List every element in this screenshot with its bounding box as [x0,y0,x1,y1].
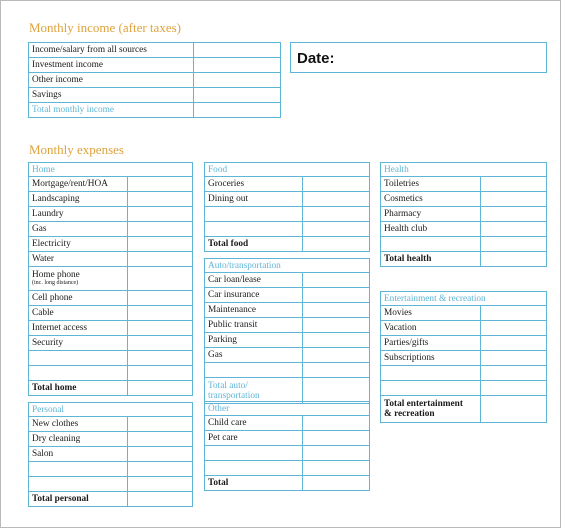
home-row-label [29,351,128,366]
entertainment-row-value[interactable] [481,336,547,351]
home-row-value[interactable] [128,237,193,252]
personal-header: Personal [29,403,193,417]
personal-row-value[interactable] [128,417,193,432]
home-row-value[interactable] [128,291,193,306]
auto-row-value[interactable] [303,303,370,318]
food-row-value[interactable] [303,222,370,237]
auto-row-label: Public transit [205,318,303,333]
auto-row-value[interactable] [303,273,370,288]
home-row-label: Landscaping [29,192,128,207]
auto-row-label: Parking [205,333,303,348]
home-row-label: Laundry [29,207,128,222]
entertainment-row-label: Parties/gifts [381,336,481,351]
food-header: Food [205,163,370,177]
health-row-label: Pharmacy [381,207,481,222]
health-row-value[interactable] [481,222,547,237]
home-row-value[interactable] [128,351,193,366]
food-row-label: Groceries [205,177,303,192]
income-row-value[interactable] [194,58,281,73]
other-row-label [205,446,303,461]
home-row-value[interactable] [128,321,193,336]
home-row-value[interactable] [128,177,193,192]
income-total-label: Total monthly income [29,103,194,118]
home-header: Home [29,163,193,177]
personal-row-value[interactable] [128,462,193,477]
health-row-label [381,237,481,252]
auto-row-label [205,363,303,378]
entertainment-total-line1: Total entertainment [384,399,463,409]
entertainment-row-label [381,381,481,396]
auto-row-label: Maintenance [205,303,303,318]
entertainment-row-label: Vacation [381,321,481,336]
entertainment-row-value[interactable] [481,366,547,381]
income-row-label: Income/salary from all sources [29,43,194,58]
home-row-label: Gas [29,222,128,237]
food-row-label [205,222,303,237]
home-table [28,162,193,396]
entertainment-header: Entertainment & recreation [381,292,547,306]
expenses-section-title: Monthly expenses [29,142,124,157]
entertainment-total-label [381,396,481,423]
auto-row-value[interactable] [303,363,370,378]
home-row-value[interactable] [128,336,193,351]
health-row-label: Toiletries [381,177,481,192]
home-row-label: Home phone [32,270,80,280]
entertainment-row-value[interactable] [481,381,547,396]
personal-row-value[interactable] [128,477,193,492]
personal-row-label [29,462,128,477]
income-row-label: Savings [29,88,194,103]
home-row-value[interactable] [128,366,193,381]
date-box[interactable] [290,42,547,73]
other-total-label: Total [205,476,303,491]
income-row-label: Investment income [29,58,194,73]
home-row-value[interactable] [128,222,193,237]
personal-row-label: Salon [29,447,128,462]
health-total-label: Total health [381,252,481,267]
home-row-label [29,366,128,381]
entertainment-total-line2: & recreation [384,409,435,419]
entertainment-table [380,291,547,423]
auto-row-value[interactable] [303,348,370,363]
health-table [380,162,547,267]
health-header: Health [381,163,547,177]
auto-row-label: Car loan/lease [205,273,303,288]
home-phone-note: (inc. long distance) [32,280,79,286]
home-row-label: Internet access [29,321,128,336]
entertainment-total-value[interactable] [481,396,547,423]
home-row-value[interactable] [128,192,193,207]
personal-row-label: New clothes [29,417,128,432]
auto-total-line2: transportation [208,390,260,401]
income-row-value[interactable] [194,43,281,58]
personal-table [28,402,193,507]
home-total-label: Total home [29,381,128,396]
food-total-value[interactable] [303,237,370,252]
home-row-label: Security [29,336,128,351]
date-label: Date: [297,50,335,67]
food-total-label: Total food [205,237,303,252]
other-total-value[interactable] [303,476,370,491]
auto-row-label: Car insurance [205,288,303,303]
health-row-label: Health club [381,222,481,237]
personal-total-label: Total personal [29,492,128,507]
food-row-label: Dining out [205,192,303,207]
auto-table [204,258,370,404]
personal-row-value[interactable] [128,432,193,447]
home-row-value[interactable] [128,207,193,222]
income-section-title: Monthly income (after taxes) [29,20,181,35]
entertainment-row-label: Movies [381,306,481,321]
food-row-value[interactable] [303,207,370,222]
other-row-value[interactable] [303,416,370,431]
entertainment-row-value[interactable] [481,306,547,321]
auto-total-line1: Total auto/ [208,380,248,391]
other-header: Other [205,402,370,416]
auto-header: Auto/transportation [205,259,370,273]
home-row-label: Cable [29,306,128,321]
health-row-value[interactable] [481,237,547,252]
home-row-value[interactable] [128,252,193,267]
food-table [204,162,370,252]
personal-row-label: Dry cleaning [29,432,128,447]
auto-row-value[interactable] [303,318,370,333]
food-row-value[interactable] [303,192,370,207]
other-table [204,401,370,491]
home-row-label: Water [29,252,128,267]
auto-total-label [205,378,303,404]
income-table [28,42,281,118]
home-row-value[interactable] [128,267,193,291]
other-row-label [205,461,303,476]
personal-row-label [29,477,128,492]
auto-row-label: Gas [205,348,303,363]
auto-row-value[interactable] [303,288,370,303]
other-row-value[interactable] [303,431,370,446]
entertainment-row-value[interactable] [481,351,547,366]
other-row-label: Child care [205,416,303,431]
home-row-label: Electricity [29,237,128,252]
personal-total-value[interactable] [128,492,193,507]
home-phone-cell [29,267,128,291]
other-row-label: Pet care [205,431,303,446]
health-total-value[interactable] [481,252,547,267]
home-row-label: Mortgage/rent/HOA [29,177,128,192]
income-total-value[interactable] [194,103,281,118]
other-row-value[interactable] [303,446,370,461]
home-row-label: Cell phone [29,291,128,306]
income-row-value[interactable] [194,88,281,103]
auto-row-value[interactable] [303,333,370,348]
other-row-value[interactable] [303,461,370,476]
income-row-value[interactable] [194,73,281,88]
health-row-value[interactable] [481,177,547,192]
home-row-value[interactable] [128,306,193,321]
personal-row-value[interactable] [128,447,193,462]
health-row-label: Cosmetics [381,192,481,207]
health-row-value[interactable] [481,207,547,222]
food-row-label [205,207,303,222]
health-row-value[interactable] [481,192,547,207]
food-row-value[interactable] [303,177,370,192]
entertainment-row-label [381,366,481,381]
auto-total-value[interactable] [303,378,370,404]
entertainment-row-value[interactable] [481,321,547,336]
entertainment-row-label: Subscriptions [381,351,481,366]
income-row-label: Other income [29,73,194,88]
home-total-value[interactable] [128,381,193,396]
